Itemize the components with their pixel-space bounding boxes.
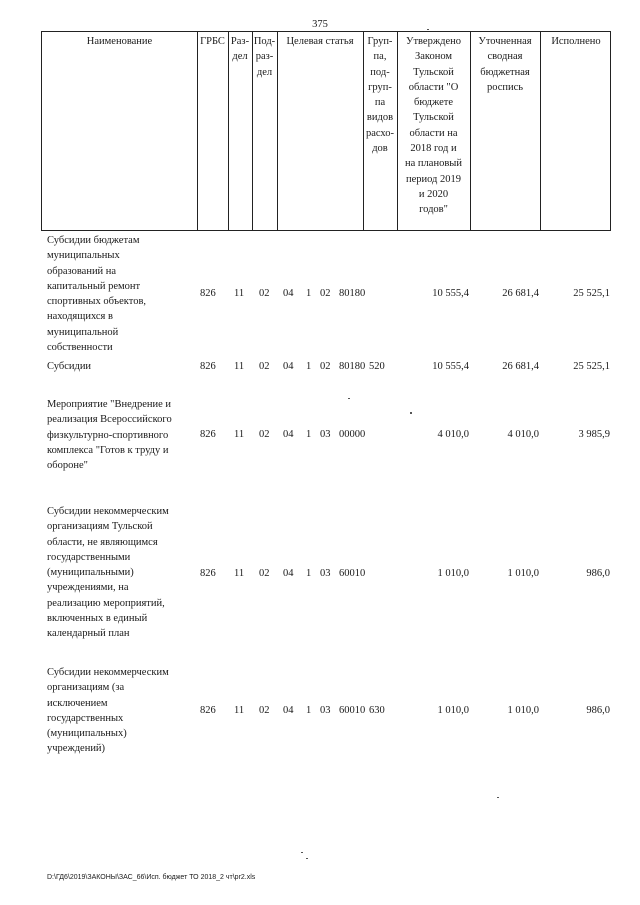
- scan-speck: [427, 29, 429, 30]
- row-executed: 986,0: [586, 568, 610, 579]
- row-podrazdel: 02: [259, 288, 270, 299]
- row-approved: 10 555,4: [432, 361, 469, 372]
- row-executed: 25 525,1: [573, 288, 610, 299]
- row-razdel: 11: [234, 429, 245, 440]
- row-refined: 26 681,4: [502, 288, 539, 299]
- header-refined: Уточненная сводная бюджетная роспись: [478, 36, 532, 93]
- row-target-direction: 60010: [339, 705, 366, 716]
- row-executed: 986,0: [586, 705, 610, 716]
- row-name: Мероприятие "Внедрение и реализация Всероссийского физкультурно-спортивного комплекса "Готов к труду и обороне": [47, 399, 172, 472]
- row-target-program: 04: [283, 288, 294, 299]
- row-group: 630: [369, 705, 385, 716]
- file-path-footer: D:\ГД6\2019\ЗАКОНЫ\ЗАС_66\Исп. бюджет ТО 2018_2 чт\pr2.xls: [47, 874, 256, 881]
- scan-speck: [301, 852, 303, 853]
- row-approved: 4 010,0: [437, 429, 469, 440]
- row-podrazdel: 02: [259, 429, 270, 440]
- row-grbs: 826: [200, 568, 216, 579]
- row-target-direction: 80180: [339, 361, 366, 372]
- row-podrazdel: 02: [259, 361, 270, 372]
- row-target-direction: 60010: [339, 568, 366, 579]
- row-target-program: 04: [283, 705, 294, 716]
- row-executed: 3 985,9: [578, 429, 610, 440]
- row-target-program: 04: [283, 361, 294, 372]
- page-number: 375: [312, 19, 328, 30]
- row-target-subprogram: 1: [306, 568, 312, 579]
- header-executed: Исполнено: [551, 36, 601, 47]
- row-target-subprogram: 1: [306, 288, 312, 299]
- row-target-event: 02: [320, 288, 331, 299]
- row-razdel: 11: [234, 705, 245, 716]
- header-grbs: ГРБС: [200, 36, 225, 47]
- header-group: Груп- па, под- груп- па видов расхо- дов: [365, 36, 395, 155]
- row-razdel: 11: [234, 361, 245, 372]
- row-target-event: 03: [320, 705, 331, 716]
- row-refined: 26 681,4: [502, 361, 539, 372]
- row-target-direction: 80180: [339, 288, 366, 299]
- row-target-subprogram: 1: [306, 361, 312, 372]
- row-group: 520: [369, 361, 385, 372]
- row-approved: 1 010,0: [437, 568, 469, 579]
- header-name: Наименование: [86, 36, 153, 47]
- row-name: Субсидии некоммерческим организациям (за исключением государственных (муниципальных) учреждений): [47, 667, 169, 755]
- table-header: [41, 31, 611, 231]
- row-target-subprogram: 1: [306, 705, 312, 716]
- row-refined: 1 010,0: [507, 568, 539, 579]
- row-grbs: 826: [200, 288, 216, 299]
- row-target-event: 03: [320, 568, 331, 579]
- row-podrazdel: 02: [259, 568, 270, 579]
- column-divider: [277, 32, 278, 230]
- row-grbs: 826: [200, 361, 216, 372]
- row-podrazdel: 02: [259, 705, 270, 716]
- row-refined: 4 010,0: [507, 429, 539, 440]
- row-target-subprogram: 1: [306, 429, 312, 440]
- column-divider: [540, 32, 541, 230]
- row-name: Субсидии некоммерческим организациям Тульской области, не являющимся государственными (муниципальными) учреждениями, на реализацию мероприятий, включенных в единый календарный план: [47, 506, 169, 640]
- row-target-program: 04: [283, 568, 294, 579]
- row-refined: 1 010,0: [507, 705, 539, 716]
- row-target-program: 04: [283, 429, 294, 440]
- row-target-event: 03: [320, 429, 331, 440]
- row-razdel: 11: [234, 288, 245, 299]
- header-podrazdel: Под- раз- дел: [253, 36, 276, 78]
- header-approved: Утверждено Законом Тульской области "О бюджете Тульской области на 2018 год и на плановый период 2019 и 2020 годов": [405, 36, 462, 216]
- scan-speck: [306, 858, 308, 859]
- row-approved: 1 010,0: [437, 705, 469, 716]
- row-name: Субсидии: [47, 361, 92, 372]
- row-target-event: 02: [320, 361, 331, 372]
- scan-speck: [348, 398, 350, 399]
- row-target-direction: 00000: [339, 429, 366, 440]
- column-divider: [197, 32, 198, 230]
- row-name: Субсидии бюджетам муниципальных образований на капитальный ремонт спортивных объектов, находящихся в муниципальной собственности: [47, 235, 147, 354]
- row-grbs: 826: [200, 429, 216, 440]
- scan-speck: [497, 797, 499, 798]
- row-grbs: 826: [200, 705, 216, 716]
- header-target: Целевая статья: [286, 36, 354, 47]
- row-executed: 25 525,1: [573, 361, 610, 372]
- row-approved: 10 555,4: [432, 288, 469, 299]
- header-razdel: Раз- дел: [230, 36, 250, 63]
- row-razdel: 11: [234, 568, 245, 579]
- scan-speck: [410, 412, 412, 414]
